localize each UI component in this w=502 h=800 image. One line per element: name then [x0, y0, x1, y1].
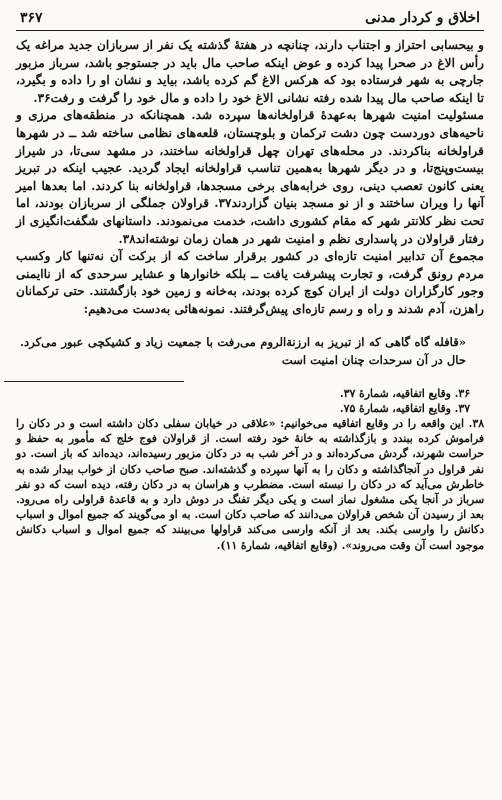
footnotes — [16, 386, 484, 553]
body-paragraph-2: مسئولیت امنیت شهرها به‌عهدهٔ قراولخانه‌ها سپرده شد. همچنانکه در منطقه‌های مرزی و ناحیه‌های دوردست چون دشت ترکمان و بلوچستان، قلعه‌های نظامی ساخته شد ــ در شهرها قراولخانه بناکردند. در محله‌های تهران چهل قراولخانه ساختند، در مشهد سی‌تا، در شیراز بیست‌وپنج‌تا، و در دیگر شهرها به‌همین تناسب قراولخانه ایجاد گردید. عجیب اینکه در تبریز یعنی کانون تعصب دینی، روی خرابه‌های برخی مسجدها، قراولخانه بنا کردند. اما بعدها امیر آنها را ویران ساختند و از نو مسجد بنیان گزاردند۳۷. قراولان جملگی از سربازان بودند، اما تحت نظر کلانتر شهر که مقام کشوری داشت، خدمت می‌نمودند. داستانهای شگفت‌انگیزی از رفتار قراولان در پاسداری نظم و امنیت شهر در همان زمان نوشته‌اند۳۸. — [16, 108, 484, 246]
footnote-37: ۳۷. وقایع اتفاقیه، شمارهٔ ۷۵. — [339, 401, 470, 415]
page-number: ۳۶۷ — [20, 10, 43, 26]
page-header — [16, 6, 484, 31]
footnote-36: ۳۶. وقایع اتفاقیه، شمارهٔ ۳۷. — [339, 386, 470, 400]
body-paragraph-3: مجموع آن تدابیر امنیت تازه‌ای در کشور برقرار ساخت که از برکت آن نه‌تنها کار وکسب مردم رونق گرفت، و تجارت پیشرفت یافت ــ بلکه خانوارها و عشایر سرحدی که از ناایمنی وجور کارگزاران دولت از ایران کوچ کرده بودند، به‌خانه و زمین خود بازگشتند. حتی ترکمانان راهزن، آدم شدند و راه و رسم تازه‌ای پیش‌گرفتند. نمونه‌هائی به‌دست می‌دهیم: — [16, 249, 484, 316]
footnote-divider — [4, 381, 184, 382]
body-paragraph-1: و بیحسابی احتراز و اجتناب دارند، چنانچه در هفتهٔ گذشته یک نفر از سربازان جدید مراغه یک رأس الاغ در صحرا پیدا کرده و عوض اینکه صاحب مال باید در جستوجو باشد، سرباز مزبور جارچی به شهر فرستاده بود که هرکس الاغ گم کرده باشد، بیاید و نشان او را داده و بگیرد، تا اینکه صاحب مال پیدا شده رفته نشانی الاغ خود را داده و مال خود را گرفت و رفت۳۶. — [16, 38, 484, 105]
running-title: اخلاق و کردار مدنی — [365, 10, 480, 26]
block-quote: «قافله گاه گاهی که از تبریز به ارزنةالروم می‌رفت با جمعیت زیاد و کشیکچی عبور می‌کرد. حال در آن سرحدات چنان امنیت است — [20, 334, 466, 367]
footnote-38: ۳۸. این واقعه را در وقایع اتفاقیه می‌خوانیم: «علاقی در خیابان سفلی دکان داشته است و در دکان را فراموش کرده ببندد و بازگذاشته به خانهٔ خود رفته است. از قراولان فوج خلج که مأمور به حفظ و حراست شهرند، گردش می‌کرده‌اند و در آخر شب به در دکان مزبور رسیده‌اند، دیده‌اند که باز است. دو نفر قراول در آنجاگذاشته و دکان را به آنها سپرده و گذشته‌اند. صبح صاحب دکان از خواب بیدار شده به خاطرش می‌آید که در دکان را نبسته است. مضطرب و هراسان به در دکان رفته، دیده است که دو نفر سرباز در آنجا یکی مشغول نماز است و یکی دیگر تفنگ در دوش دارد و به قاعدهٔ قراولی راه می‌رود. بعد از رسیدن آن شخص قراولان می‌دانند که صاحب دکان است. به او می‌گویند که جمیع اموال و اسباب دکانش را وارسی بکند. بعد از آنکه وارسی می‌کند قراولها می‌بینند که جمیع اموال و اسباب دکانش موجود است آن وقت می‌روند». (وقایع اتفاقیه، شمارهٔ ۱۱). — [16, 416, 484, 552]
